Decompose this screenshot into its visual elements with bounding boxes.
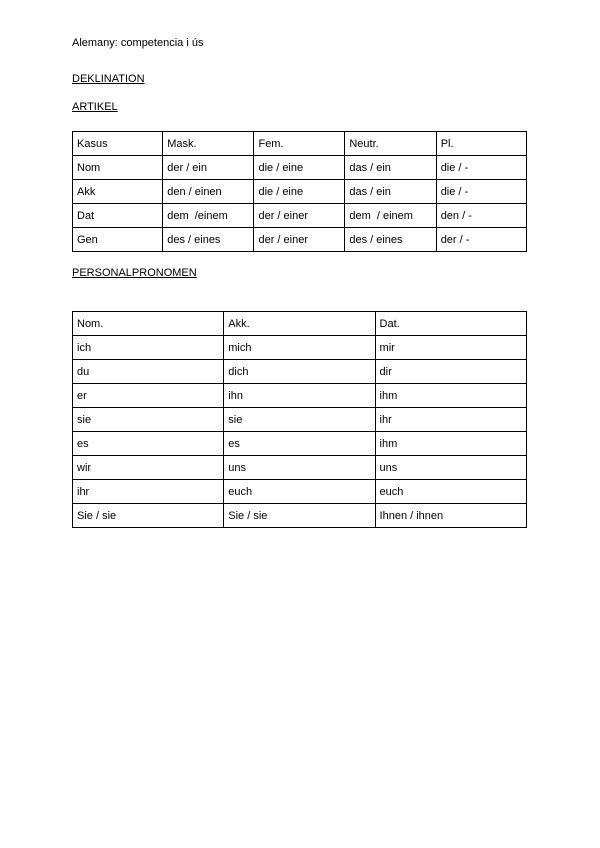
table-cell: Sie / sie [224, 504, 375, 528]
table-header-cell: Fem. [254, 132, 345, 156]
table-cell: Gen [73, 228, 163, 252]
table-cell: dir [375, 360, 526, 384]
table-cell: das / ein [345, 180, 436, 204]
table-cell: Dat [73, 204, 163, 228]
table-cell: der / einer [254, 228, 345, 252]
table-cell: sie [224, 408, 375, 432]
table-cell: uns [375, 456, 526, 480]
table-row [73, 336, 527, 360]
table-cell: es [224, 432, 375, 456]
table-cell: mich [224, 336, 375, 360]
table-cell: die / - [436, 180, 526, 204]
table-cell: dich [224, 360, 375, 384]
table-row [73, 228, 527, 252]
table-header-cell: Nom. [73, 312, 224, 336]
table-header-cell: Mask. [163, 132, 254, 156]
table-cell: ihr [73, 480, 224, 504]
table-cell: er [73, 384, 224, 408]
declination-heading: DEKLINATION [72, 73, 145, 85]
table-header-cell: Dat. [375, 312, 526, 336]
table-cell: das / ein [345, 156, 436, 180]
table-cell: den / einen [163, 180, 254, 204]
article-table [72, 131, 527, 252]
table-cell: euch [224, 480, 375, 504]
table-cell: den / - [436, 204, 526, 228]
table-header-cell: Neutr. [345, 132, 436, 156]
table-cell: des / eines [345, 228, 436, 252]
table-cell: ihr [375, 408, 526, 432]
table-cell: ihn [224, 384, 375, 408]
table-row [73, 180, 527, 204]
table-header-cell: Pl. [436, 132, 526, 156]
table-row [73, 360, 527, 384]
table-cell: wir [73, 456, 224, 480]
table-cell: die / eine [254, 156, 345, 180]
table-cell: der / einer [254, 204, 345, 228]
table-cell: ihm [375, 432, 526, 456]
table-cell: der / - [436, 228, 526, 252]
table-row [73, 408, 527, 432]
table-cell: der / ein [163, 156, 254, 180]
table-header-cell: Akk. [224, 312, 375, 336]
table-cell: Sie / sie [73, 504, 224, 528]
table-cell: es [73, 432, 224, 456]
table-cell: des / eines [163, 228, 254, 252]
table-header-row [73, 312, 527, 336]
table-row [73, 456, 527, 480]
table-row [73, 156, 527, 180]
table-row [73, 204, 527, 228]
table-cell: die / - [436, 156, 526, 180]
table-cell: sie [73, 408, 224, 432]
table-cell: dem / einem [345, 204, 436, 228]
table-cell: Ihnen / ihnen [375, 504, 526, 528]
table-cell: uns [224, 456, 375, 480]
table-cell: Nom [73, 156, 163, 180]
table-cell: mir [375, 336, 526, 360]
table-header-row [73, 132, 527, 156]
document-title: Alemany: competencia i ús [72, 37, 204, 49]
table-cell: dem /einem [163, 204, 254, 228]
table-row [73, 480, 527, 504]
table-cell: du [73, 360, 224, 384]
table-cell: die / eine [254, 180, 345, 204]
table-row [73, 432, 527, 456]
table-row [73, 504, 527, 528]
pronoun-heading: PERSONALPRONOMEN [72, 267, 197, 279]
table-cell: ihm [375, 384, 526, 408]
table-cell: Akk [73, 180, 163, 204]
article-heading: ARTIKEL [72, 101, 118, 113]
table-header-cell: Kasus [73, 132, 163, 156]
table-cell: ich [73, 336, 224, 360]
table-row [73, 384, 527, 408]
table-cell: euch [375, 480, 526, 504]
pronoun-table [72, 311, 527, 528]
